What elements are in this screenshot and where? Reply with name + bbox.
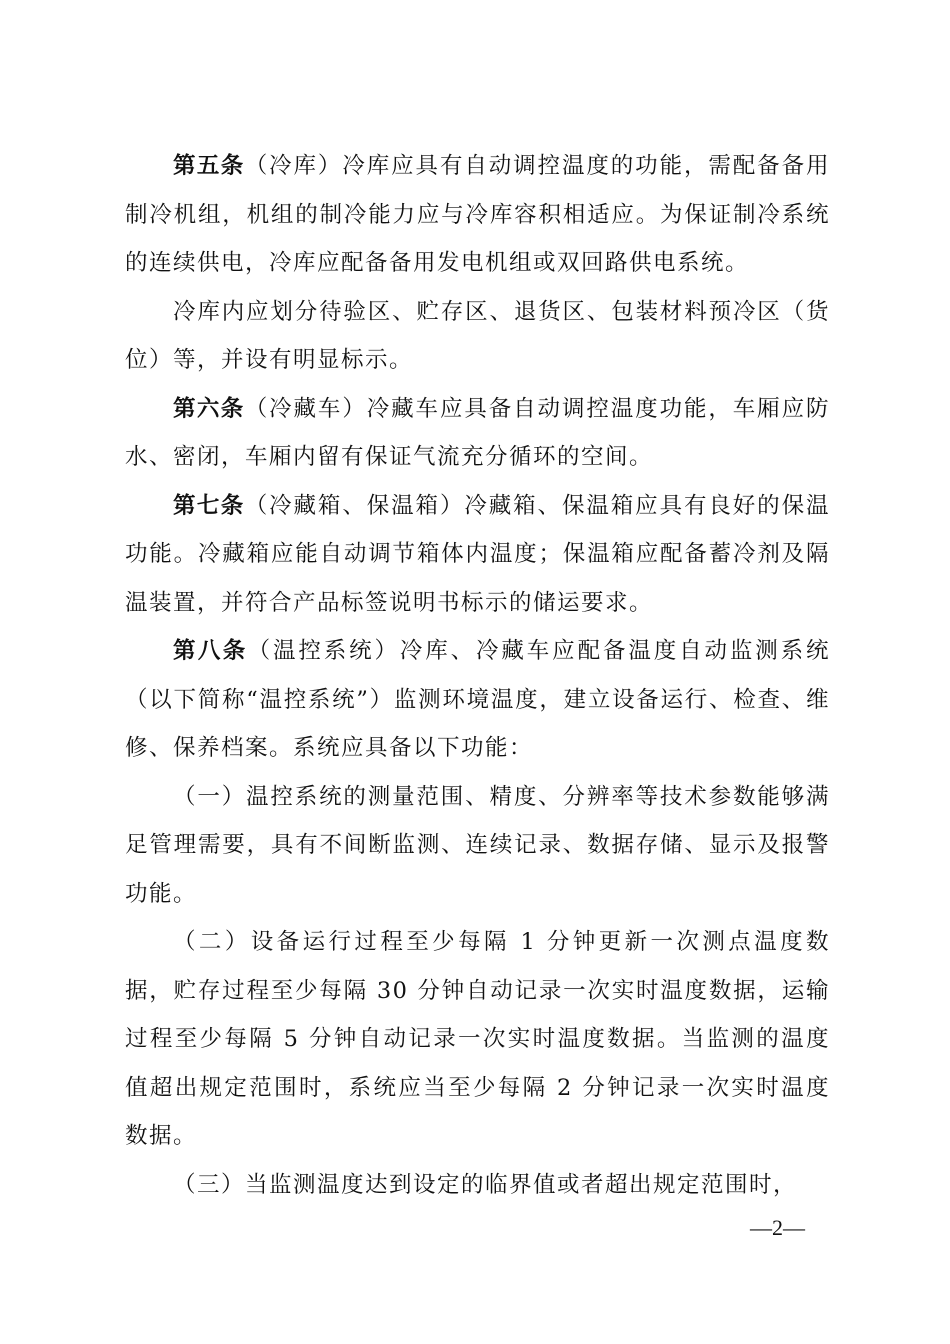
paragraph-text: 冷库内应划分待验区、贮存区、退货区、包装材料预冷区（货位）等，并设有明显标示。 [125, 298, 830, 373]
article-label: 第六条 [173, 395, 245, 422]
document-body [125, 142, 830, 1209]
paragraph-article-5 [125, 142, 830, 288]
paragraph-article-6 [125, 385, 830, 482]
paragraph-text: （温控系统）冷库、冷藏车应配备温度自动监测系统（以下简称“温控系统”）监测环境温度，建立设备运行、检查、维修、保养档案。系统应具备以下功能： [125, 638, 830, 761]
paragraph-text: （冷库）冷库应具有自动调控温度的功能，需配备备用制冷机组，机组的制冷能力应与冷库容积相适应。为保证制冷系统的连续供电，冷库应配备备用发电机组或双回路供电系统。 [125, 153, 830, 276]
paragraph-cold-storage-zones [125, 288, 830, 385]
paragraph-item-1 [125, 773, 830, 919]
paragraph-text: （一）温控系统的测量范围、精度、分辨率等技术参数能够满足管理需要，具有不间断监测、连续记录、数据存储、显示及报警功能。 [125, 783, 830, 907]
paragraph-text: （冷藏箱、保温箱）冷藏箱、保温箱应具有良好的保温功能。冷藏箱应能自动调节箱体内温度；保温箱应配备蓄冷剂及隔温装置，并符合产品标签说明书标示的储运要求。 [125, 492, 830, 616]
article-label: 第八条 [173, 638, 248, 664]
page-number: —2— [750, 1215, 805, 1240]
paragraph-item-3 [125, 1161, 830, 1210]
article-label: 第五条 [173, 153, 245, 179]
paragraph-text: （三）当监测温度达到设定的临界值或者超出规定范围时， [173, 1171, 798, 1198]
paragraph-text: （二）设备运行过程至少每隔 1 分钟更新一次测点温度数据，贮存过程至少每隔 30 分钟自动记录一次实时温度数据，运输过程至少每隔 5 分钟自动记录一次实时温度数据。当监测的温度值超出规定范围时，系统应当至少每隔 2 分钟记录一次实时温度数据。 [125, 929, 830, 1149]
paragraph-item-2 [125, 918, 830, 1161]
paragraph-article-8 [125, 627, 830, 773]
article-label: 第七条 [173, 492, 245, 519]
paragraph-article-7 [125, 482, 830, 628]
paragraph-text: （冷藏车）冷藏车应具备自动调控温度功能，车厢应防水、密闭，车厢内留有保证气流充分循环的空间。 [125, 395, 830, 470]
